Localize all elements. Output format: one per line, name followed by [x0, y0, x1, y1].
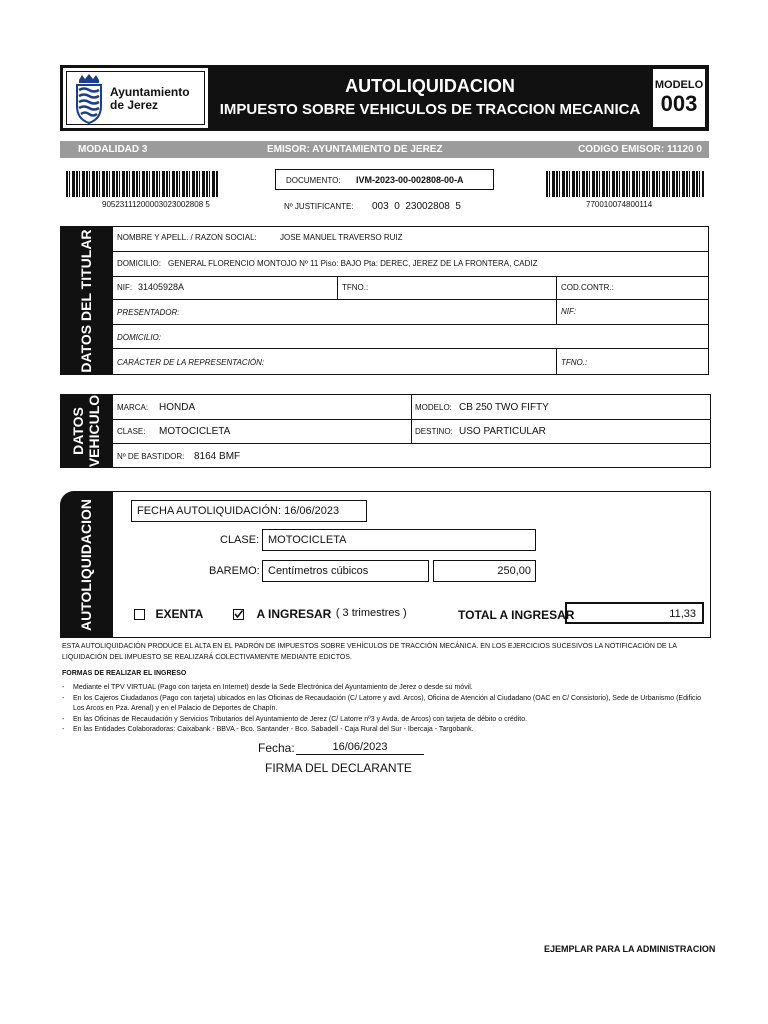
documento-value: IVM-2023-00-002808-00-A	[356, 175, 464, 185]
titular-section	[112, 226, 709, 375]
vehiculo-tab	[60, 394, 112, 468]
exenta-checkbox	[134, 609, 145, 620]
clase-vehiculo-label: CLASE:	[117, 427, 146, 436]
autoliquidacion-tab-label: AUTOLIQUIDACION	[77, 498, 94, 631]
modalidad: MODALIDAD 3	[78, 144, 148, 155]
domicilio-label: DOMICILIO:	[117, 259, 162, 268]
total-label: TOTAL A INGRESAR	[458, 608, 575, 622]
domicilio2-label: DOMICILIO:	[117, 333, 162, 342]
presentador-label: PRESENTADOR:	[117, 308, 180, 317]
titular-tab	[60, 226, 112, 375]
destino-value: USO PARTICULAR	[459, 426, 546, 437]
nif-value: 31405928A	[138, 282, 185, 292]
destino-label: DESTINO:	[415, 427, 453, 436]
titular-tab-label: DATOS DEL TITULAR	[77, 228, 94, 373]
list-item: - En los Cajeros Ciudadanos (Pago con tarjeta) ubicados en las Oficinas de Recaudación (C/ Latorre y avd. Arcos), Oficina de Atención al Ciudadano (OAC en C/ Consistorio), Sede de Urbanismo (Edificio Los Arcos en Pza. Arenal) y en el Palacio de Deportes de Chapín.	[62, 694, 701, 712]
barcode-right	[546, 171, 704, 197]
barcode-left	[66, 171, 218, 197]
autoliquidacion-tab	[60, 491, 112, 638]
bastidor-value: 8164 BMF	[194, 451, 241, 462]
logo	[66, 71, 205, 125]
documento-box	[275, 169, 494, 190]
nif2-label: NIF:	[561, 307, 577, 316]
baremo-label: BAREMO:	[209, 565, 260, 577]
vehiculo-tab-line1: DATOS	[69, 407, 86, 455]
justificante-value: 003 0 23002808 5	[372, 201, 461, 212]
fecha-firma-value: 16/06/2023	[296, 741, 424, 755]
baremo-amount: 250,00	[433, 560, 536, 582]
codcontr-label: COD.CONTR.:	[561, 283, 614, 292]
modelo-vehiculo-label: MODELO:	[415, 403, 452, 412]
notice-text: ESTA AUTOLIQUIDACIÓN PRODUCE EL ALTA EN EL PADRÓN DE IMPUESTOS SOBRE VEHÍCULOS DE TRACCIÓN MECÁNICA. EN LOS EJERCICIOS SUCESIVOS LA NOTIFICACIÓN DE LA LIQUIDACIÓN DEL IMPUESTO SE REALIZARÁ COLECTIVAMENTE MEDIANTE EDICTOS.	[62, 643, 677, 661]
ingresar-checkbox	[233, 609, 244, 620]
vehiculo-tab-line2: VEHICULO	[86, 394, 102, 468]
fecha-firma-label: Fecha:	[258, 741, 295, 755]
clase-field: MOTOCICLETA	[262, 529, 536, 551]
documento-label: DOCUMENTO:	[286, 176, 341, 185]
nombre-label: NOMBRE Y APELL. / RAZON SOCIAL:	[117, 233, 257, 242]
list-item: - Mediante el TPV VIRTUAL (Pago con tarjeta en Internet) desde la Sede Electrónica del Ayuntamiento de Jerez o desde su móvil.	[62, 684, 473, 691]
bastidor-label: Nº DE BASTIDOR:	[117, 452, 185, 461]
vehiculo-tab-label	[70, 395, 102, 467]
ingresar-note: ( 3 trimestres )	[335, 607, 407, 619]
codigo-emisor: CODIGO EMISOR: 11120 0	[578, 144, 702, 155]
emisor: EMISOR: AYUNTAMIENTO DE JEREZ	[267, 144, 443, 155]
checkmark-icon	[233, 609, 244, 620]
tfno2-label: TFNO.:	[561, 358, 588, 367]
form-title: AUTOLIQUIDACION	[345, 76, 515, 96]
ingresar-label: A INGRESAR	[256, 607, 332, 621]
nombre-value: JOSE MANUEL TRAVERSO RUIZ	[280, 233, 403, 242]
clase-label: CLASE:	[220, 534, 260, 546]
clase-vehiculo-value: MOTOCICLETA	[159, 426, 231, 437]
ejemplar-label: EJEMPLAR PARA LA ADMINISTRACION	[544, 944, 716, 954]
barcode-right-number: 770010074800114	[586, 200, 653, 209]
tfno-label: TFNO.:	[342, 283, 369, 292]
list-item: - En las Oficinas de Recaudación y Servicios Tributarios del Ayuntamiento de Jerez (C/ Latorre nº3 y Avda. de Arcos) con tarjeta de débito o crédito.	[62, 715, 528, 723]
firma-label: FIRMA DEL DECLARANTE	[265, 761, 412, 775]
modelo-number: 003	[660, 91, 698, 116]
total-value: 11,33	[565, 602, 704, 624]
nif-label: NIF:	[117, 283, 133, 292]
justificante-label: Nº JUSTIFICANTE:	[284, 202, 354, 211]
list-item: - En las Entidades Colaboradoras: Caixabank - BBVA - Bco. Santander - Bco. Sabadell - Caja Rural del Sur - Ibercaja - Targobank.	[62, 726, 474, 733]
ingresar-option	[233, 607, 407, 625]
form-subtitle: IMPUESTO SOBRE VEHICULOS DE TRACCION MECANICA	[219, 101, 641, 118]
logo-text-line2: de Jerez	[110, 98, 159, 112]
emisor-band	[60, 141, 709, 158]
logo-text-line1: Ayuntamiento	[110, 85, 190, 99]
modelo-vehiculo-value: CB 250 TWO FIFTY	[459, 402, 549, 413]
domicilio-value: GENERAL FLORENCIO MONTOJO Nº 11 Piso: BAJO Pta: DEREC, JEREZ DE LA FRONTERA, CADIZ	[168, 259, 538, 268]
formas-title: FORMAS DE REALIZAR EL INGRESO	[62, 670, 187, 677]
coat-of-arms-icon	[72, 74, 106, 124]
modelo-label: MODELO	[654, 79, 704, 91]
marca-label: MARCA:	[117, 403, 149, 412]
exenta-option	[134, 607, 203, 625]
marca-value: HONDA	[159, 402, 196, 413]
modelo-box	[651, 67, 707, 129]
fecha-autoliquidacion: FECHA AUTOLIQUIDACIÓN: 16/06/2023	[131, 500, 367, 522]
barcode-left-number: 90523111200003023002808 5	[102, 200, 210, 209]
formas-list	[62, 683, 710, 736]
caracter-label: CARÁCTER DE LA REPRESENTACIÓN:	[117, 358, 265, 367]
exenta-label: EXENTA	[155, 607, 204, 621]
baremo-field: Centímetros cúbicos	[262, 560, 429, 582]
